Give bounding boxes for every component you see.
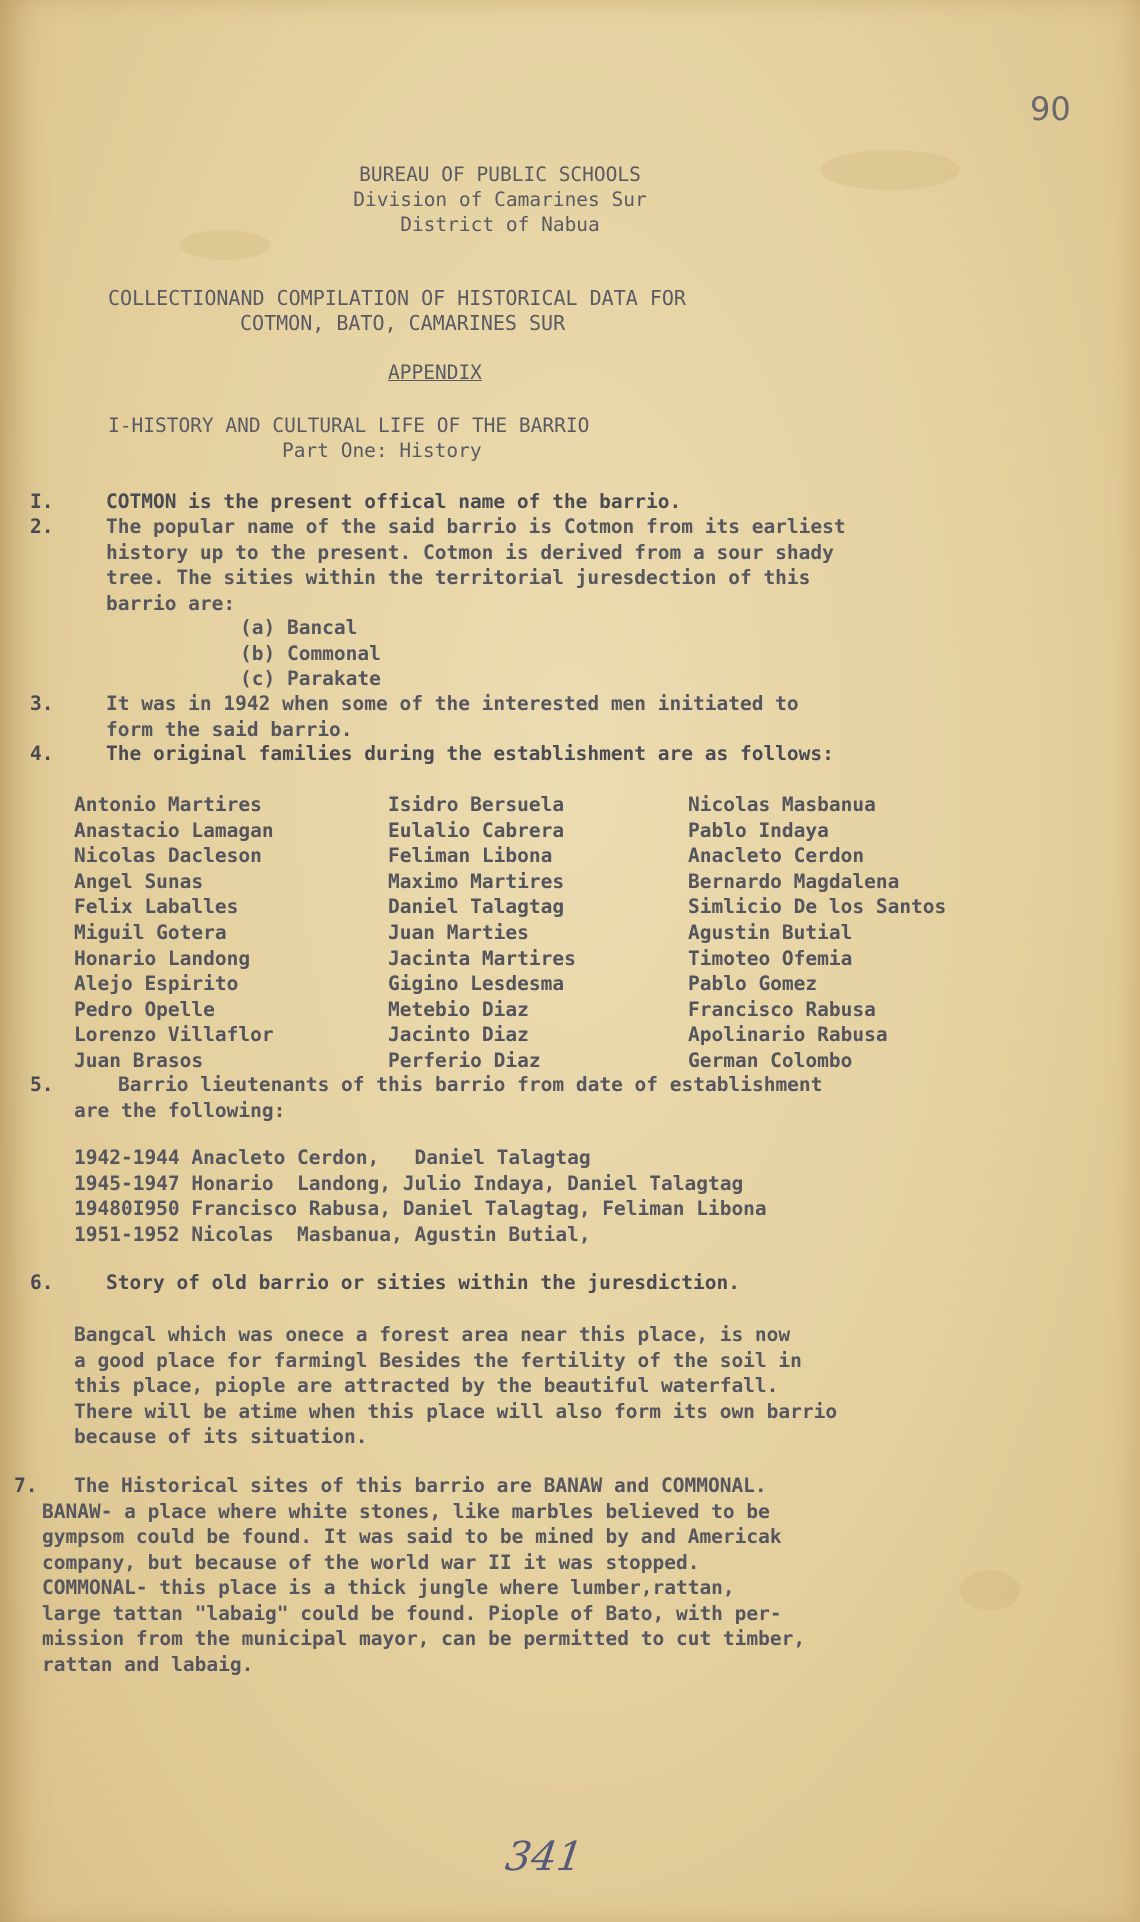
text-line: a good place for farmingl Besides the fertility of the soil in [74,1348,802,1372]
family-name: Angel Sunas [74,869,204,893]
family-name: Antonio Martires [74,793,262,816]
family-name: Miguil Gotera [74,920,227,944]
handwritten-footer-number: 341 [502,1834,586,1880]
sitio-item: (c) Parakate [240,667,381,690]
text-line: history up to the present. Cotmon is derived from a sour shady [106,540,834,564]
text-line: Bangcal which was onece a forest area near this place, is now [74,1323,791,1346]
family-name: Lorenzo Villaflor [74,1023,274,1047]
lieutenant-entry: 1951-1952 Nicolas Masbanua, Agustin Butial, [74,1222,591,1246]
family-name: Felix Laballes [74,895,239,919]
title-line-2: COTMON, BATO, CAMARINES SUR [240,311,566,335]
paper-stain [820,150,960,190]
paper-stain [960,1570,1020,1610]
family-name: Pablo Gomez [688,972,818,996]
family-name: Anacleto Cerdon [688,844,865,868]
section-heading: I-HISTORY AND CULTURAL LIFE OF THE BARRIO [108,414,590,437]
item-6-heading: Story of old barrio or sities within the juresdiction. [106,1271,740,1294]
item-7-number: 7. [14,1474,38,1497]
family-name: Perferio Diaz [388,1048,541,1072]
family-name: Bernardo Magdalena [688,869,900,893]
lieutenant-entry: 1942-1944 Anacleto Cerdon, Daniel Talagtag [74,1146,591,1169]
family-name: Daniel Talagtag [388,895,565,919]
family-name: Timoteo Ofemia [688,946,853,970]
item-6-number: 6. [30,1271,54,1294]
family-name: Eulalio Cabrera [388,818,565,842]
sitio-item: (a) Bancal [240,616,358,639]
sitio-item: (b) Commonal [240,641,381,665]
header-district: District of Nabua [400,213,600,236]
text-line: because of its situation. [74,1425,368,1448]
families-column-3 [688,792,946,1074]
header-division: Division of Camarines Sur [353,188,647,211]
lieutenant-entry: 19480I950 Francisco Rabusa, Daniel Talagtag, Feliman Libona [74,1197,767,1220]
text-line: tree. The sities within the territorial juresdection of this [106,566,811,589]
family-name: Francisco Rabusa [688,997,876,1021]
text-line: COMMONAL- this place is a thick jungle where lumber,rattan, [42,1576,735,1599]
family-name: Maximo Martires [388,869,565,893]
family-name: Nicolas Dacleson [74,844,262,868]
family-name: Apolinario Rabusa [688,1023,888,1047]
text-line: Barrio lieutenants of this barrio from date of establishment [118,1073,823,1096]
text-line: gympsom could be found. It was said to be mined by and Americak [42,1525,782,1548]
section-part: Part One: History [282,439,482,462]
family-name: Juan Brasos [74,1048,204,1072]
families-column-2 [388,792,576,1074]
item-2-number: 2. [30,515,54,538]
family-name: Feliman Libona [388,844,553,868]
lieutenant-entry: 1945-1947 Honario Landong, Julio Indaya, Daniel Talagtag [74,1171,744,1195]
sitio-list [240,615,381,692]
item-3-text [106,691,799,742]
header-bureau: BUREAU OF PUBLIC SCHOOLS [359,163,641,186]
item-6-paragraph [74,1322,837,1450]
family-name: Juan Marties [388,920,529,944]
text-line: There will be atime when this place will also form its own barrio [74,1399,838,1423]
text-line: BANAW- a place where white stones, like marbles believed to be [42,1499,770,1523]
family-name: German Colombo [688,1048,853,1072]
family-name: Jacinto Diaz [388,1023,529,1047]
text-line: It was in 1942 when some of the interested men initiated to [106,692,799,715]
text-line: rattan and labaig. [42,1652,254,1676]
item-4-number: 4. [30,742,54,765]
family-name: Honario Landong [74,946,251,970]
item-7-text [42,1473,805,1677]
family-name: Anastacio Lamagan [74,818,274,842]
family-name: Nicolas Masbanua [688,793,876,816]
item-5-text [74,1072,822,1123]
family-name: Simlicio De los Santos [688,895,947,919]
family-name: Pedro Opelle [74,997,215,1021]
item-2-text [106,514,846,616]
text-line: form the said barrio. [106,717,353,741]
text-line: company, but because of the world war II it was stopped. [42,1550,700,1574]
text-line: are the following: [74,1098,286,1122]
page-number: 90 [1030,90,1071,128]
text-line: The Historical sites of this barrio are BANAW and COMMONAL. [74,1474,767,1497]
lieutenant-list [74,1145,767,1247]
family-name: Jacinta Martires [388,946,576,970]
family-name: Isidro Bersuela [388,793,565,816]
item-5-number: 5. [30,1073,54,1096]
text-line: mission from the municipal mayor, can be permitted to cut timber, [42,1627,806,1650]
title-line-1: COLLECTIONAND COMPILATION OF HISTORICAL DATA FOR [108,286,686,310]
family-name: Pablo Indaya [688,818,829,842]
family-name: Alejo Espirito [74,972,239,996]
family-name: Agustin Butial [688,920,853,944]
item-1-text: COTMON is the present offical name of the barrio. [106,490,682,513]
item-1-number: I. [30,490,54,513]
item-4-text: The original families during the establishment are as follows: [106,742,834,765]
appendix-heading: APPENDIX [388,361,482,384]
text-line: barrio are: [106,591,236,615]
families-column-1 [74,792,274,1074]
text-line: this place, piople are attracted by the beautiful waterfall. [74,1374,779,1397]
family-name: Metebio Diaz [388,997,529,1021]
item-3-number: 3. [30,692,54,715]
family-name: Gigino Lesdesma [388,972,565,996]
text-line: The popular name of the said barrio is Cotmon from its earliest [106,515,846,538]
text-line: large tattan "labaig" could be found. Piople of Bato, with per- [42,1601,782,1625]
